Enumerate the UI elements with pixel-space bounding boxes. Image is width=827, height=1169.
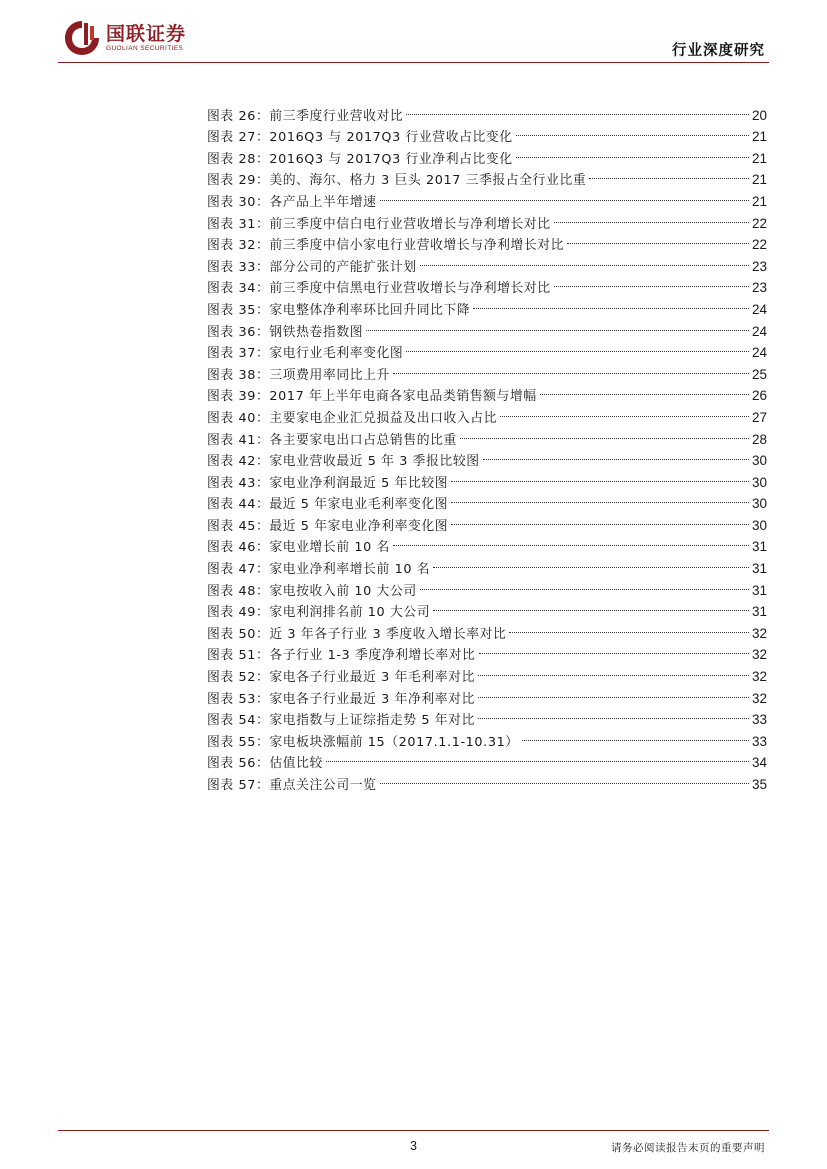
toc-dot-leader — [540, 379, 749, 401]
toc-entry-page: 26 — [751, 388, 767, 404]
toc-entry-label: 图表 47：家电业净利率增长前 10 名 — [207, 562, 431, 578]
toc-entry-page: 23 — [751, 280, 767, 296]
toc-dot-leader — [473, 292, 749, 314]
toc-entry-page: 31 — [751, 561, 767, 577]
toc-dot-leader — [433, 595, 749, 617]
toc-entry-label: 图表 51：各子行业 1-3 季度净利增长率对比 — [207, 648, 476, 664]
toc-entry-label: 图表 27：2016Q3 与 2017Q3 行业营收占比变化 — [207, 130, 513, 146]
toc-entry-page: 31 — [751, 539, 767, 555]
logo-chinese-text: 国联证券 — [106, 23, 187, 45]
toc-entry-page: 24 — [751, 301, 767, 317]
toc-entry-label: 图表 49：家电利润排名前 10 大公司 — [207, 605, 431, 621]
toc-dot-leader — [500, 400, 749, 422]
toc-dot-leader — [509, 616, 749, 638]
toc-dot-leader — [483, 444, 749, 466]
toc-entry-label: 图表 26：前三季度行业营收对比 — [207, 108, 404, 124]
toc-entry-page: 22 — [751, 215, 767, 231]
toc-entry-page: 24 — [751, 345, 767, 361]
toc-entry-label: 图表 41：各主要家电出口占总销售的比重 — [207, 432, 457, 448]
toc-entry[interactable] — [207, 98, 767, 124]
toc-entry-label: 图表 37：家电行业毛利率变化图 — [207, 346, 404, 362]
toc-entry-label: 图表 45：最近 5 年家电业净利率变化图 — [207, 518, 449, 534]
toc-entry-label: 图表 44：最近 5 年家电业毛利率变化图 — [207, 497, 449, 513]
toc-entry-label: 图表 40：主要家电企业汇兑损益及出口收入占比 — [207, 410, 498, 426]
toc-dot-leader — [522, 724, 749, 746]
toc-dot-leader — [478, 659, 749, 681]
toc-dot-leader — [479, 638, 749, 660]
toc-entry-page: 33 — [751, 733, 767, 749]
toc-entry-page: 30 — [751, 474, 767, 490]
toc-entry-page: 30 — [751, 453, 767, 469]
toc-dot-leader — [451, 487, 749, 509]
toc-entry-page: 27 — [751, 409, 767, 425]
toc-entry-page: 28 — [751, 431, 767, 447]
toc-entry-label: 图表 38：三项费用率同比上升 — [207, 367, 390, 383]
toc-entry-page: 21 — [751, 129, 767, 145]
footer-disclaimer: 请务必阅读报告末页的重要声明 — [611, 1142, 765, 1154]
toc-dot-leader — [420, 573, 749, 595]
toc-dot-leader — [393, 357, 749, 379]
toc-dot-leader — [326, 746, 749, 768]
toc-entry-label: 图表 33：部分公司的产能扩张计划 — [207, 259, 417, 275]
toc-dot-leader — [451, 465, 749, 487]
toc-entry-label: 图表 35：家电整体净利率环比回升同比下降 — [207, 302, 471, 318]
table-of-figures — [207, 98, 767, 793]
toc-dot-leader — [393, 530, 749, 552]
toc-entry-label: 图表 30：各产品上半年增速 — [207, 194, 377, 210]
toc-entry-label: 图表 43：家电业净利润最近 5 年比较图 — [207, 475, 449, 491]
toc-dot-leader — [589, 163, 749, 185]
toc-entry-page: 21 — [751, 193, 767, 209]
toc-dot-leader — [567, 228, 749, 250]
toc-entry-page: 30 — [751, 517, 767, 533]
page-number: 3 — [410, 1139, 417, 1153]
guolian-logo-icon — [62, 18, 102, 58]
toc-entry-page: 35 — [751, 777, 767, 792]
toc-entry-page: 23 — [751, 258, 767, 274]
toc-entry-label: 图表 36：钢铁热卷指数图 — [207, 324, 364, 340]
company-logo — [62, 18, 186, 58]
toc-entry-page: 32 — [751, 690, 767, 706]
toc-entry-page: 24 — [751, 323, 767, 339]
header-divider — [58, 62, 769, 63]
toc-dot-leader — [420, 249, 749, 271]
toc-entry-label: 图表 50：近 3 年各子行业 3 季度收入增长率对比 — [207, 626, 507, 642]
footer-divider — [58, 1130, 769, 1131]
toc-entry-page: 20 — [751, 107, 767, 123]
toc-dot-leader — [516, 141, 749, 163]
toc-entry-page: 31 — [751, 604, 767, 620]
toc-entry-label: 图表 55：家电板块涨幅前 15（2017.1.1-10.31） — [207, 734, 519, 750]
toc-entry-label: 图表 57：重点关注公司一览 — [207, 778, 377, 793]
toc-entry-label: 图表 34：前三季度中信黑电行业营收增长与净利增长对比 — [207, 281, 551, 297]
toc-dot-leader — [554, 271, 749, 293]
toc-dot-leader — [366, 314, 749, 336]
page-header — [0, 0, 827, 62]
toc-entry-label: 图表 52：家电各子行业最近 3 年毛利率对比 — [207, 670, 475, 686]
toc-entry-label: 图表 56：估值比较 — [207, 756, 323, 772]
toc-entry-page: 32 — [751, 625, 767, 641]
toc-dot-leader — [406, 336, 749, 358]
toc-entry-page: 34 — [751, 755, 767, 771]
toc-entry-label: 图表 31：前三季度中信白电行业营收增长与净利增长对比 — [207, 216, 551, 232]
report-type-title: 行业深度研究 — [672, 43, 765, 59]
toc-entry-label: 图表 28：2016Q3 与 2017Q3 行业净利占比变化 — [207, 151, 513, 167]
toc-entry-label: 图表 46：家电业增长前 10 名 — [207, 540, 390, 556]
toc-entry-page: 31 — [751, 582, 767, 598]
toc-dot-leader — [380, 767, 749, 789]
toc-dot-leader — [460, 422, 749, 444]
toc-entry-label: 图表 29：美的、海尔、格力 3 巨头 2017 三季报占全行业比重 — [207, 173, 587, 189]
logo-english-text: GUOLIAN SECURITIES — [106, 45, 184, 52]
toc-entry-label: 图表 54：家电指数与上证综指走势 5 年对比 — [207, 713, 475, 729]
toc-dot-leader — [478, 703, 749, 725]
toc-entry-label: 图表 48：家电按收入前 10 大公司 — [207, 583, 417, 599]
toc-dot-leader — [451, 508, 749, 530]
toc-dot-leader — [406, 98, 749, 120]
toc-dot-leader — [554, 206, 749, 228]
toc-entry-page: 32 — [751, 669, 767, 685]
toc-entry-page: 30 — [751, 496, 767, 512]
toc-entry-label: 图表 32：前三季度中信小家电行业营收增长与净利增长对比 — [207, 238, 565, 254]
toc-dot-leader — [433, 551, 749, 573]
toc-entry-page: 21 — [751, 172, 767, 188]
toc-dot-leader — [478, 681, 749, 703]
toc-entry-page: 25 — [751, 366, 767, 382]
toc-entry-label: 图表 53：家电各子行业最近 3 年净利率对比 — [207, 691, 475, 707]
toc-entry-page: 21 — [751, 150, 767, 166]
toc-dot-leader — [380, 184, 749, 206]
toc-dot-leader — [516, 120, 749, 142]
toc-entry-page: 33 — [751, 712, 767, 728]
toc-entry-page: 32 — [751, 647, 767, 663]
toc-entry-page: 22 — [751, 237, 767, 253]
toc-entry-label: 图表 39：2017 年上半年电商各家电品类销售额与增幅 — [207, 389, 537, 405]
toc-entry-label: 图表 42：家电业营收最近 5 年 3 季报比较图 — [207, 454, 480, 470]
